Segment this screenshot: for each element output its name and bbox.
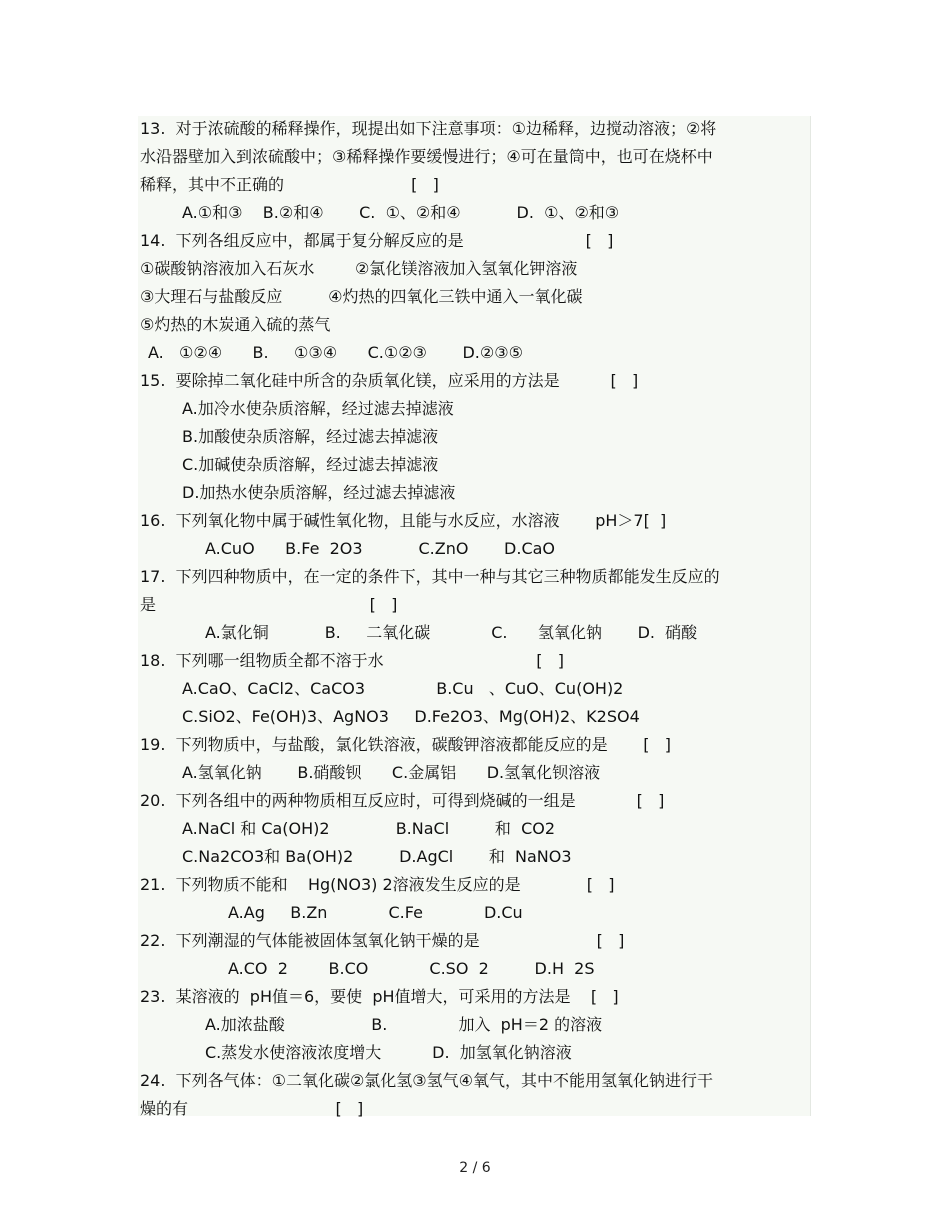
question-24-line-2: 燥的有 [ ]	[140, 1099, 364, 1118]
question-18-options-cd: C.SiO2、Fe(OH)3、AgNO3 D.Fe2O3、Mg(OH)2、K2SO4	[182, 707, 640, 726]
question-21-options: A.Ag B.Zn C.Fe D.Cu	[228, 903, 523, 922]
question-23-options-cd: C.蒸发水使溶液浓度增大 D. 加氢氧化钠溶液	[205, 1043, 572, 1062]
question-14-item-line-1: ①碳酸钠溶液加入石灰水 ②氯化镁溶液加入氢氧化钾溶液	[140, 259, 578, 278]
question-24-line-1: 24. 下列各气体：①二氧化碳②氯化氢③氢气④氧气，其中不能用氢氧化钠进行干	[140, 1071, 713, 1090]
question-19-options: A.氢氧化钠 B.硝酸钡 C.金属铝 D.氢氧化钡溶液	[182, 763, 601, 782]
question-13-line-1: 13. 对于浓硫酸的稀释操作，现提出如下注意事项：①边稀释，边搅动溶液；②将	[140, 119, 717, 138]
question-15-stem: 15. 要除掉二氧化硅中所含的杂质氧化镁，应采用的方法是 [ ]	[140, 371, 639, 390]
question-15-option-d: D.加热水使杂质溶解，经过滤去掉滤液	[182, 483, 456, 502]
question-14-item-line-3: ⑤灼热的木炭通入硫的蒸气	[140, 315, 331, 334]
question-13-line-2: 水沿器壁加入到浓硫酸中；③稀释操作要缓慢进行；④可在量筒中，也可在烧杯中	[140, 147, 713, 166]
question-15-option-a: A.加冷水使杂质溶解，经过滤去掉滤液	[182, 399, 454, 418]
question-19-stem: 19. 下列物质中，与盐酸，氯化铁溶液，碳酸钾溶液都能反应的是 [ ]	[140, 735, 671, 754]
question-17-line-1: 17. 下列四种物质中，在一定的条件下，其中一种与其它三种物质都能发生反应的	[140, 567, 720, 586]
question-17-options: A.氯化铜 B. 二氧化碳 C. 氢氧化钠 D. 硝酸	[205, 623, 698, 642]
question-23-stem: 23. 某溶液的 pH值＝6，要使 pH值增大，可采用的方法是 [ ]	[140, 987, 619, 1006]
question-23-options-ab: A.加浓盐酸 B. 加入 pH＝2 的溶液	[205, 1015, 603, 1034]
question-18-stem: 18. 下列哪一组物质全都不溶于水 [ ]	[140, 651, 564, 670]
page-number: 2 / 6	[459, 1160, 491, 1176]
question-20-options-cd: C.Na2CO3和 Ba(OH)2 D.AgCl 和 NaNO3	[182, 847, 572, 866]
question-20-stem: 20. 下列各组中的两种物质相互反应时，可得到烧碱的一组是 [ ]	[140, 791, 665, 810]
question-13-line-3: 稀释，其中不正确的 [ ]	[140, 175, 439, 194]
question-18-options-ab: A.CaO、CaCl2、CaCO3 B.Cu 、CuO、Cu(OH)2	[182, 679, 624, 698]
question-22-stem: 22. 下列潮湿的气体能被固体氢氧化钠干燥的是 [ ]	[140, 931, 625, 950]
question-22-options: A.CO 2 B.CO C.SO 2 D.H 2S	[228, 959, 595, 978]
question-20-options-ab: A.NaCl 和 Ca(OH)2 B.NaCl 和 CO2	[182, 819, 556, 838]
question-14-item-line-2: ③大理石与盐酸反应 ④灼热的四氧化三铁中通入一氧化碳	[140, 287, 583, 306]
question-15-option-b: B.加酸使杂质溶解，经过滤去掉滤液	[182, 427, 439, 446]
question-21-stem: 21. 下列物质不能和 Hg(NO3) 2溶液发生反应的是 [ ]	[140, 875, 615, 894]
question-13-options: A.①和③ B.②和④ C. ①、②和④ D. ①、②和③	[182, 203, 620, 222]
question-16-options: A.CuO B.Fe 2O3 C.ZnO D.CaO	[205, 539, 556, 558]
question-15-option-c: C.加碱使杂质溶解，经过滤去掉滤液	[182, 455, 439, 474]
question-16-stem: 16. 下列氧化物中属于碱性氧化物，且能与水反应，水溶液 pH＞7[ ]	[140, 511, 667, 530]
question-14-stem: 14. 下列各组反应中，都属于复分解反应的是 [ ]	[140, 231, 614, 250]
question-14-options: A. ①②④ B. ①③④ C.①②③ D.②③⑤	[148, 343, 523, 362]
question-17-line-2: 是 [ ]	[140, 595, 398, 614]
